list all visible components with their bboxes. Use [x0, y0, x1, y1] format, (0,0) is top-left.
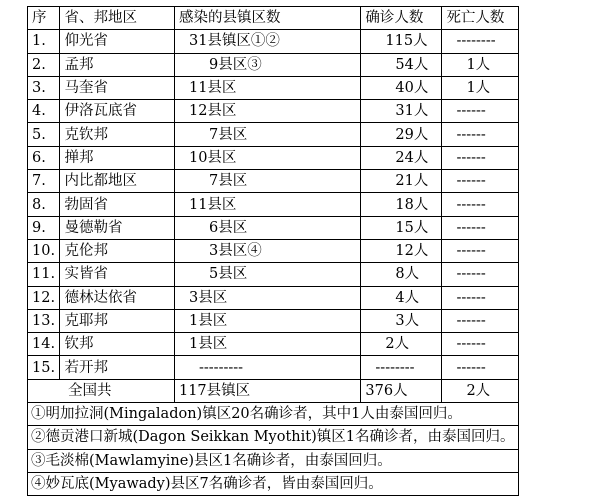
row-confirmed: 4人 — [361, 286, 442, 309]
table-row — [28, 216, 519, 239]
row-deaths: ------ — [442, 123, 519, 146]
row-confirmed: 31人 — [361, 100, 442, 123]
footnote-row — [28, 449, 519, 472]
row-region: 克伦邦 — [60, 239, 174, 262]
table-row — [28, 263, 519, 286]
row-deaths: ------ — [442, 193, 519, 216]
row-seq: 4. — [28, 100, 60, 123]
row-region: 曼德勒省 — [60, 216, 174, 239]
row-region: 实皆省 — [60, 263, 174, 286]
footnote-2: ②德贡港口新城(Dagon Seikkan Myothit)镇区1名确诊者，由泰国回归。 — [28, 426, 519, 449]
row-seq: 13. — [28, 309, 60, 332]
row-districts: 1县区 — [174, 309, 360, 332]
row-districts: 11县区 — [174, 76, 360, 99]
row-seq: 7. — [28, 170, 60, 193]
row-districts: 7县区 — [174, 123, 360, 146]
row-seq: 14. — [28, 333, 60, 356]
row-region: 克耶邦 — [60, 309, 174, 332]
row-deaths: ------ — [442, 216, 519, 239]
row-districts: --------- — [174, 356, 360, 379]
header-deaths: 死亡人数 — [442, 7, 519, 30]
row-confirmed: 2人 — [361, 333, 442, 356]
table-body — [28, 7, 519, 496]
table-row — [28, 53, 519, 76]
row-region: 克钦邦 — [60, 123, 174, 146]
row-confirmed: 115人 — [361, 30, 442, 53]
row-seq: 2. — [28, 53, 60, 76]
table-row — [28, 193, 519, 216]
row-confirmed: 18人 — [361, 193, 442, 216]
table-row — [28, 100, 519, 123]
row-region: 孟邦 — [60, 53, 174, 76]
header-region: 省、邦地区 — [60, 7, 174, 30]
row-seq: 9. — [28, 216, 60, 239]
footnote-row — [28, 403, 519, 426]
row-confirmed: 21人 — [361, 170, 442, 193]
footnote-3: ③毛淡棉(Mawlamyine)县区1名确诊者，由泰国回归。 — [28, 449, 519, 472]
row-seq: 10. — [28, 239, 60, 262]
row-districts: 3县区 — [174, 286, 360, 309]
row-districts: 10县区 — [174, 146, 360, 169]
table-row — [28, 170, 519, 193]
table-row — [28, 123, 519, 146]
row-deaths: ------ — [442, 100, 519, 123]
table-row — [28, 333, 519, 356]
total-label: 全国共 — [28, 379, 175, 402]
row-seq: 1. — [28, 30, 60, 53]
table-row — [28, 239, 519, 262]
row-deaths: ------ — [442, 263, 519, 286]
row-seq: 6. — [28, 146, 60, 169]
total-confirmed: 376人 — [361, 379, 442, 402]
row-deaths: ------ — [442, 170, 519, 193]
footnote-row — [28, 472, 519, 495]
row-region: 若开邦 — [60, 356, 174, 379]
header-row — [28, 7, 519, 30]
row-deaths: -------- — [442, 30, 519, 53]
row-districts: 1县区 — [174, 333, 360, 356]
table-row — [28, 309, 519, 332]
table-row — [28, 76, 519, 99]
footnote-1: ①明加拉洞(Mingaladon)镇区20名确诊者，其中1人由泰国回归。 — [28, 403, 519, 426]
row-confirmed: 40人 — [361, 76, 442, 99]
row-region: 掸邦 — [60, 146, 174, 169]
row-seq: 11. — [28, 263, 60, 286]
row-districts: 3县区④ — [174, 239, 360, 262]
row-districts: 11县区 — [174, 193, 360, 216]
footnote-4: ④妙瓦底(Myawady)县区7名确诊者，皆由泰国回归。 — [28, 472, 519, 495]
row-districts: 12县区 — [174, 100, 360, 123]
row-deaths: ------ — [442, 286, 519, 309]
header-seq: 序 — [28, 7, 60, 30]
total-deaths: 2人 — [442, 379, 519, 402]
row-deaths: ------ — [442, 356, 519, 379]
row-districts: 6县区 — [174, 216, 360, 239]
row-seq: 15. — [28, 356, 60, 379]
row-districts: 5县区 — [174, 263, 360, 286]
row-deaths: ------ — [442, 309, 519, 332]
row-confirmed: 15人 — [361, 216, 442, 239]
row-districts: 31县镇区①② — [174, 30, 360, 53]
row-region: 马奎省 — [60, 76, 174, 99]
row-districts: 9县区③ — [174, 53, 360, 76]
row-confirmed: 54人 — [361, 53, 442, 76]
header-districts: 感染的县镇区数 — [174, 7, 360, 30]
total-districts: 117县镇区 — [174, 379, 360, 402]
row-region: 伊洛瓦底省 — [60, 100, 174, 123]
row-region: 德林达依省 — [60, 286, 174, 309]
row-confirmed: 29人 — [361, 123, 442, 146]
row-seq: 5. — [28, 123, 60, 146]
row-confirmed: -------- — [361, 356, 442, 379]
row-deaths: 1人 — [442, 53, 519, 76]
row-seq: 3. — [28, 76, 60, 99]
header-confirmed: 确诊人数 — [361, 7, 442, 30]
row-confirmed: 24人 — [361, 146, 442, 169]
footnote-row — [28, 426, 519, 449]
row-region: 内比都地区 — [60, 170, 174, 193]
row-districts: 7县区 — [174, 170, 360, 193]
row-confirmed: 12人 — [361, 239, 442, 262]
row-region: 钦邦 — [60, 333, 174, 356]
row-seq: 12. — [28, 286, 60, 309]
row-region: 仰光省 — [60, 30, 174, 53]
row-deaths: ------ — [442, 239, 519, 262]
table-row — [28, 30, 519, 53]
table-row — [28, 356, 519, 379]
table-row — [28, 286, 519, 309]
table-row — [28, 146, 519, 169]
row-deaths: 1人 — [442, 76, 519, 99]
row-confirmed: 3人 — [361, 309, 442, 332]
covid-case-table-document — [27, 6, 519, 496]
row-confirmed: 8人 — [361, 263, 442, 286]
row-seq: 8. — [28, 193, 60, 216]
case-table — [27, 6, 519, 496]
total-row — [28, 379, 519, 402]
row-deaths: ------ — [442, 146, 519, 169]
row-deaths: ------ — [442, 333, 519, 356]
row-region: 勃固省 — [60, 193, 174, 216]
